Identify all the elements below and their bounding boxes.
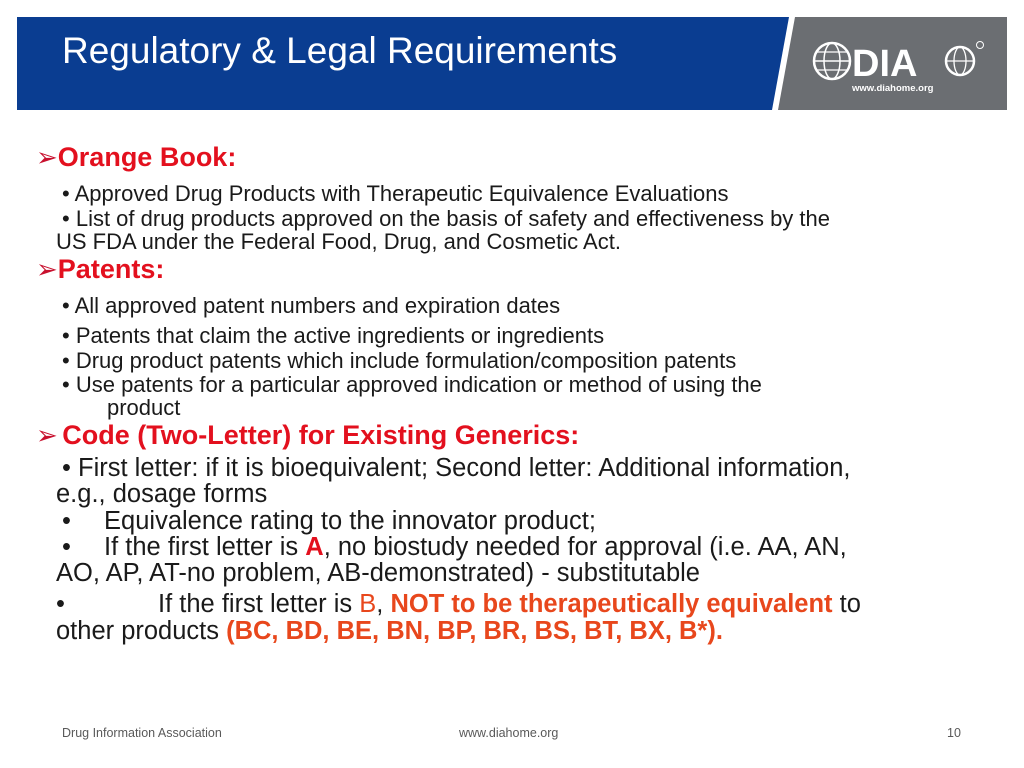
patents-heading-row [36,254,164,285]
bullet-text: If the first letter is [104,533,306,561]
bullet-text: , no biostudy needed for approval (i.e. AA, AN, [323,533,847,561]
patents-bullet-1 [62,293,560,319]
bullet-dot-icon: • [62,454,71,482]
code-heading-row [36,420,579,451]
letter-b-highlight: B [359,590,377,618]
code-bullet-4 [56,590,861,619]
bullet-text: List of drug products approved on the basis of safety and effectiveness by the [75,206,831,231]
bullet-dot-icon: • [62,323,70,348]
footer-url: www.diahome.org [459,726,559,740]
footer-org: Drug Information Association [62,726,222,740]
patents-bullet-4-cont: product [107,395,181,420]
orange-book-heading-row [36,142,236,173]
slide-title: Regulatory & Legal Requirements [62,30,618,71]
bullet-text: Approved Drug Products with Therapeutic Equivalence Evaluations [74,181,729,206]
code-bullet-4-cont [56,617,723,646]
orange-book-heading: Orange Book: [57,142,237,172]
bullet-text: other products [56,617,227,645]
bullet-text: First letter: if it is bioequivalent; Second letter: Additional information, [78,454,851,482]
bullet-dot-icon: • [56,590,65,618]
patents-bullet-2 [62,323,604,349]
code-bullet-1-cont: e.g., dosage forms [56,480,268,508]
arrow-bullet-icon: ➢ [36,142,58,172]
patents-heading: Patents: [57,254,165,284]
bullet-dot-icon: • [62,372,70,397]
logo-url: www.diahome.org [852,83,934,94]
code-bullet-3-cont: AO, AP, AT-no problem, AB-demonstrated) - substitutable [56,559,700,587]
bullet-dot-icon: • [62,507,71,535]
bullet-text: to [832,590,861,618]
bullet-dot-icon: • [62,533,71,561]
bullet-dot-icon: • [62,181,70,206]
orange-book-bullet-1 [62,181,728,207]
code-bullet-1 [62,454,851,483]
bullet-dot-icon: • [62,293,70,318]
not-equivalent-highlight: NOT to be therapeutically equivalent [390,590,833,618]
bullet-dot-icon: • [62,206,70,231]
bullet-text: All approved patent numbers and expiration dates [74,293,561,318]
patents-bullet-3 [62,348,736,374]
bullet-text: If the first letter is [158,590,360,618]
code-bullet-2 [62,507,596,536]
page-number: 10 [947,726,961,740]
code-heading: Code (Two-Letter) for Existing Generics: [62,420,580,450]
code-bullet-3 [62,533,847,562]
bullet-text: Use patents for a particular approved indication or method of using the [75,372,762,397]
arrow-bullet-icon: ➢ [36,420,58,450]
bullet-text: , [376,590,391,618]
arrow-bullet-icon: ➢ [36,254,58,284]
bullet-dot-icon: • [62,348,70,373]
bullet-text: Drug product patents which include formulation/composition patents [75,348,737,373]
orange-book-bullet-2-cont: US FDA under the Federal Food, Drug, and Cosmetic Act. [56,229,621,254]
bullet-text: Patents that claim the active ingredients or ingredients [75,323,605,348]
logo-text: DIA [852,43,918,85]
bullet-text: Equivalence rating to the innovator product; [104,507,596,535]
b-codes-highlight: (BC, BD, BE, BN, BP, BR, BS, BT, BX, B*). [226,617,723,645]
letter-a-highlight: A [305,533,324,561]
